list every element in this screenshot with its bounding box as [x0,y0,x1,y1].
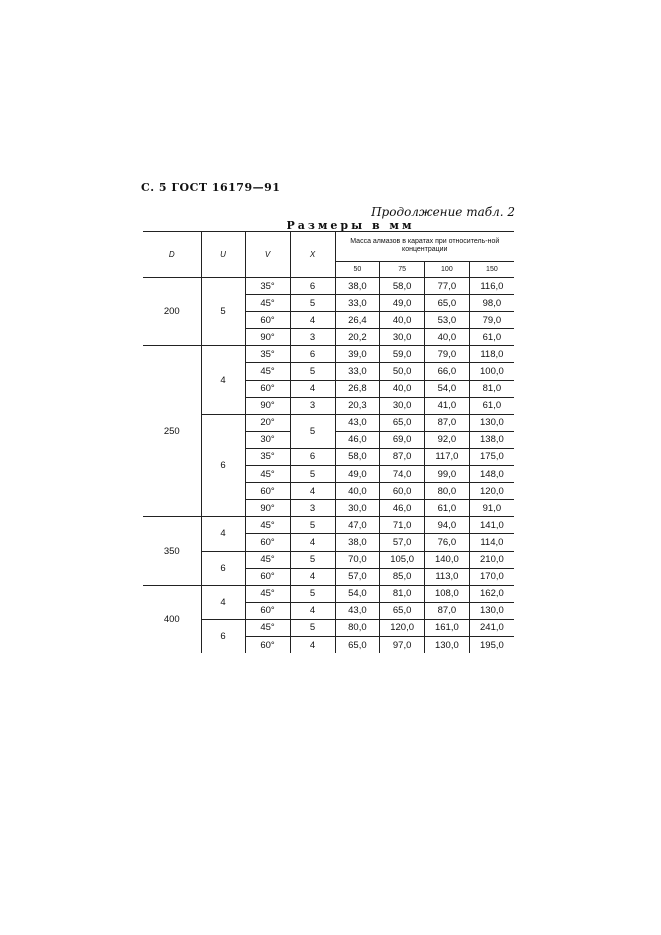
cell-x: 5 [290,619,335,636]
cell-v: 60° [245,483,290,500]
cell-x: 4 [290,534,335,551]
cell-u: 6 [201,414,245,517]
column-header-x: X [290,231,335,278]
cell-x: 5 [290,295,335,312]
cell-mass-100: 77,0 [425,278,470,295]
cell-mass-75: 69,0 [380,431,425,448]
cell-mass-150: 170,0 [469,568,514,585]
cell-mass-150: 175,0 [469,448,514,465]
cell-mass-50: 33,0 [335,295,380,312]
cell-v: 45° [245,517,290,534]
cell-mass-50: 80,0 [335,619,380,636]
cell-v: 60° [245,602,290,619]
cell-v: 45° [245,551,290,568]
cell-mass-150: 130,0 [469,414,514,431]
cell-mass-75: 40,0 [380,380,425,397]
table-row [143,346,514,363]
cell-mass-150: 118,0 [469,346,514,363]
cell-mass-150: 120,0 [469,483,514,500]
column-header-conc-75: 75 [380,262,425,278]
cell-mass-75: 81,0 [380,585,425,602]
cell-mass-50: 38,0 [335,278,380,295]
cell-mass-75: 85,0 [380,568,425,585]
cell-mass-50: 40,0 [335,483,380,500]
cell-v: 60° [245,312,290,329]
cell-mass-50: 49,0 [335,466,380,483]
cell-mass-75: 65,0 [380,414,425,431]
cell-mass-50: 43,0 [335,414,380,431]
cell-v: 45° [245,295,290,312]
cell-mass-100: 53,0 [425,312,470,329]
cell-d: 400 [163,613,180,625]
cell-mass-50: 26,8 [335,380,380,397]
cell-x: 5 [290,414,335,448]
cell-u: 4 [201,585,245,619]
cell-mass-100: 99,0 [425,466,470,483]
cell-mass-150: 195,0 [469,636,514,653]
cell-v: 60° [245,568,290,585]
cell-mass-150: 130,0 [469,602,514,619]
cell-x: 5 [290,363,335,380]
cell-mass-50: 46,0 [335,431,380,448]
cell-v: 35° [245,346,290,363]
cell-mass-150: 210,0 [469,551,514,568]
cell-mass-100: 66,0 [425,363,470,380]
cell-d: 250 [143,346,201,517]
cell-v: 35° [245,448,290,465]
cell-mass-50: 54,0 [335,585,380,602]
cell-mass-150: 91,0 [469,500,514,517]
cell-mass-100: 113,0 [425,568,470,585]
cell-mass-150: 241,0 [469,619,514,636]
cell-v: 45° [245,585,290,602]
cell-v: 90° [245,329,290,346]
cell-v: 30° [245,431,290,448]
cell-x: 4 [290,312,335,329]
column-header-conc-150: 150 [469,262,514,278]
column-header-u: U [201,231,245,278]
cell-mass-50: 33,0 [335,363,380,380]
cell-mass-75: 60,0 [380,483,425,500]
cell-v: 20° [245,414,290,431]
cell-mass-100: 40,0 [425,329,470,346]
cell-mass-150: 100,0 [469,363,514,380]
cell-mass-75: 74,0 [380,466,425,483]
column-header-conc-50: 50 [335,262,380,278]
cell-u: 6 [201,551,245,585]
cell-mass-150: 61,0 [469,397,514,414]
cell-mass-100: 161,0 [425,619,470,636]
cell-mass-75: 120,0 [380,619,425,636]
cell-x: 3 [290,397,335,414]
cell-mass-100: 80,0 [425,483,470,500]
cell-v: 60° [245,534,290,551]
cell-mass-150: 148,0 [469,466,514,483]
cell-mass-150: 98,0 [469,295,514,312]
cell-mass-150: 79,0 [469,312,514,329]
cell-mass-100: 76,0 [425,534,470,551]
cell-mass-50: 57,0 [335,568,380,585]
cell-mass-100: 54,0 [425,380,470,397]
cell-mass-100: 41,0 [425,397,470,414]
cell-mass-75: 40,0 [380,312,425,329]
cell-mass-100: 130,0 [425,636,470,653]
cell-mass-75: 50,0 [380,363,425,380]
cell-u: 4 [201,346,245,414]
cell-x: 5 [290,466,335,483]
cell-mass-75: 57,0 [380,534,425,551]
cell-v: 60° [245,380,290,397]
cell-mass-50: 20,3 [335,397,380,414]
cell-mass-100: 108,0 [425,585,470,602]
cell-u: 5 [201,278,245,346]
cell-mass-75: 46,0 [380,500,425,517]
cell-v: 45° [245,363,290,380]
cell-mass-150: 116,0 [469,278,514,295]
cell-mass-75: 87,0 [380,448,425,465]
cell-mass-100: 117,0 [425,448,470,465]
cell-x: 5 [290,551,335,568]
cell-v: 60° [245,636,290,653]
cell-mass-150: 138,0 [469,431,514,448]
column-header-conc-100: 100 [425,262,470,278]
cell-v: 45° [245,466,290,483]
cell-mass-50: 58,0 [335,448,380,465]
cell-mass-50: 38,0 [335,534,380,551]
cell-x: 6 [290,448,335,465]
cell-mass-75: 97,0 [380,636,425,653]
cell-mass-75: 65,0 [380,602,425,619]
cell-mass-50: 26,4 [335,312,380,329]
cell-x: 6 [290,346,335,363]
cell-d: 200 [143,278,201,346]
cell-mass-50: 30,0 [335,500,380,517]
cell-mass-75: 30,0 [380,329,425,346]
cell-u: 4 [201,517,245,551]
cell-x: 4 [290,568,335,585]
cell-v: 90° [245,397,290,414]
table-row [143,585,514,602]
table-continuation-note: Продолжение табл. 2 [371,205,515,219]
table-row [143,278,514,295]
cell-mass-150: 141,0 [469,517,514,534]
cell-mass-75: 58,0 [380,278,425,295]
cell-mass-100: 87,0 [425,414,470,431]
cell-mass-75: 59,0 [380,346,425,363]
table-caption: Размеры в мм [286,219,415,232]
cell-x: 5 [290,517,335,534]
cell-mass-50: 65,0 [335,636,380,653]
cell-x: 3 [290,329,335,346]
cell-v: 35° [245,278,290,295]
cell-mass-100: 61,0 [425,500,470,517]
cell-x: 3 [290,500,335,517]
cell-x: 4 [290,380,335,397]
cell-u: 6 [201,619,245,653]
cell-mass-100: 87,0 [425,602,470,619]
cell-mass-75: 49,0 [380,295,425,312]
cell-mass-150: 114,0 [469,534,514,551]
cell-mass-150: 81,0 [469,380,514,397]
table-row [143,517,514,534]
column-header-mass: Масса алмазов в каратах при относитель-ной концентрации [335,231,514,262]
cell-x: 5 [290,585,335,602]
cell-mass-150: 162,0 [469,585,514,602]
cell-x: 4 [290,602,335,619]
cell-v: 45° [245,619,290,636]
cell-mass-75: 71,0 [380,517,425,534]
cell-x: 4 [290,483,335,500]
cell-x: 4 [290,636,335,653]
cell-mass-150: 61,0 [469,329,514,346]
cell-v: 90° [245,500,290,517]
column-header-v: V [245,231,290,278]
cell-mass-100: 79,0 [425,346,470,363]
cell-mass-50: 20,2 [335,329,380,346]
cell-mass-100: 140,0 [425,551,470,568]
cell-mass-50: 43,0 [335,602,380,619]
dimensions-table [143,231,514,653]
cell-x: 6 [290,278,335,295]
page-header: С. 5 ГОСТ 16179—91 [141,181,281,194]
cell-mass-75: 105,0 [380,551,425,568]
cell-mass-50: 39,0 [335,346,380,363]
cell-mass-100: 94,0 [425,517,470,534]
cell-d: 350 [143,517,201,585]
cell-mass-100: 65,0 [425,295,470,312]
column-header-d: D [143,231,201,278]
cell-mass-50: 70,0 [335,551,380,568]
cell-mass-75: 30,0 [380,397,425,414]
cell-mass-100: 92,0 [425,431,470,448]
cell-mass-50: 47,0 [335,517,380,534]
